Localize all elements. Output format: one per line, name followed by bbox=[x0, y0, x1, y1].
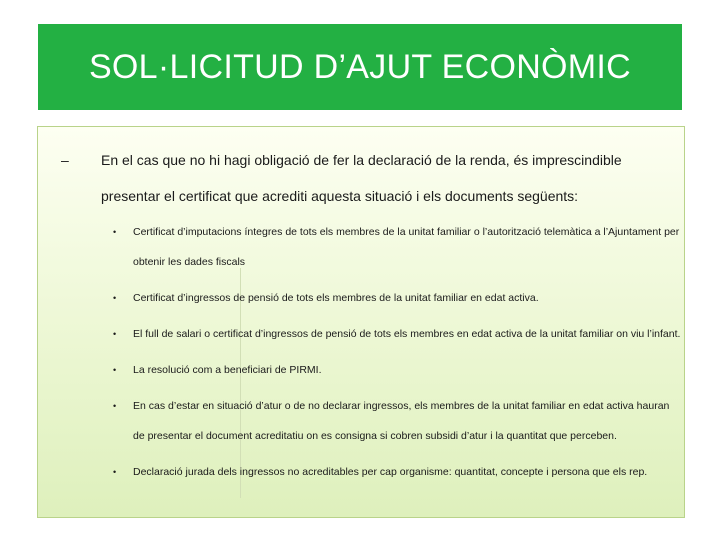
title-banner bbox=[38, 24, 682, 110]
lead-line-2: presentar el certificat que acrediti aquesta situació i els documents següents: bbox=[101, 188, 579, 204]
list-item bbox=[113, 283, 683, 313]
list-item-text: Declaració jurada dels ingressos no acreditables per cap organisme: quantitat, concepte i persona que els rep. bbox=[133, 466, 648, 478]
bullet-marker: • bbox=[113, 365, 117, 375]
lead-line-1: En el cas que no hi hagi obligació de fer la declaració de la renda, és imprescindible bbox=[101, 152, 622, 168]
list-item-text: Certificat d’ingressos de pensió de tots els membres de la unitat familiar en edat activa. bbox=[133, 292, 539, 304]
slide-title: SOL·LICITUD D’AJUT ECONÒMIC bbox=[88, 47, 632, 86]
list-item bbox=[113, 391, 683, 451]
list-item-text: El full de salari o certificat d’ingressos de pensió de tots els membres en edat activa de la unitat familiar on viu l’infant. bbox=[133, 328, 681, 340]
document-list bbox=[113, 217, 683, 493]
bullet-marker: • bbox=[113, 293, 117, 303]
dash-marker: – bbox=[61, 152, 69, 168]
bullet-marker: • bbox=[113, 467, 117, 477]
list-item-text: La resolució com a beneficiari de PIRMI. bbox=[133, 364, 322, 376]
list-item bbox=[113, 319, 683, 349]
list-item-text: Certificat d’imputacions íntegres de tots els membres de la unitat familiar o l’autorització telemàtica a l’Ajuntament per obtenir les dades fiscals bbox=[133, 226, 680, 268]
bullet-marker: • bbox=[113, 401, 117, 411]
bullet-marker: • bbox=[113, 329, 117, 339]
list-item bbox=[113, 457, 683, 487]
list-item bbox=[113, 217, 683, 277]
list-item-text: En cas d’estar en situació d’atur o de no declarar ingressos, els membres de la unitat familiar en edat activa hauran de presentar el document acreditatiu on es consigna si cobren subsidi d’atur i la quantitat que perceben. bbox=[133, 400, 670, 442]
list-item bbox=[113, 355, 683, 385]
lead-paragraph bbox=[61, 142, 661, 214]
bullet-marker: • bbox=[113, 227, 117, 237]
